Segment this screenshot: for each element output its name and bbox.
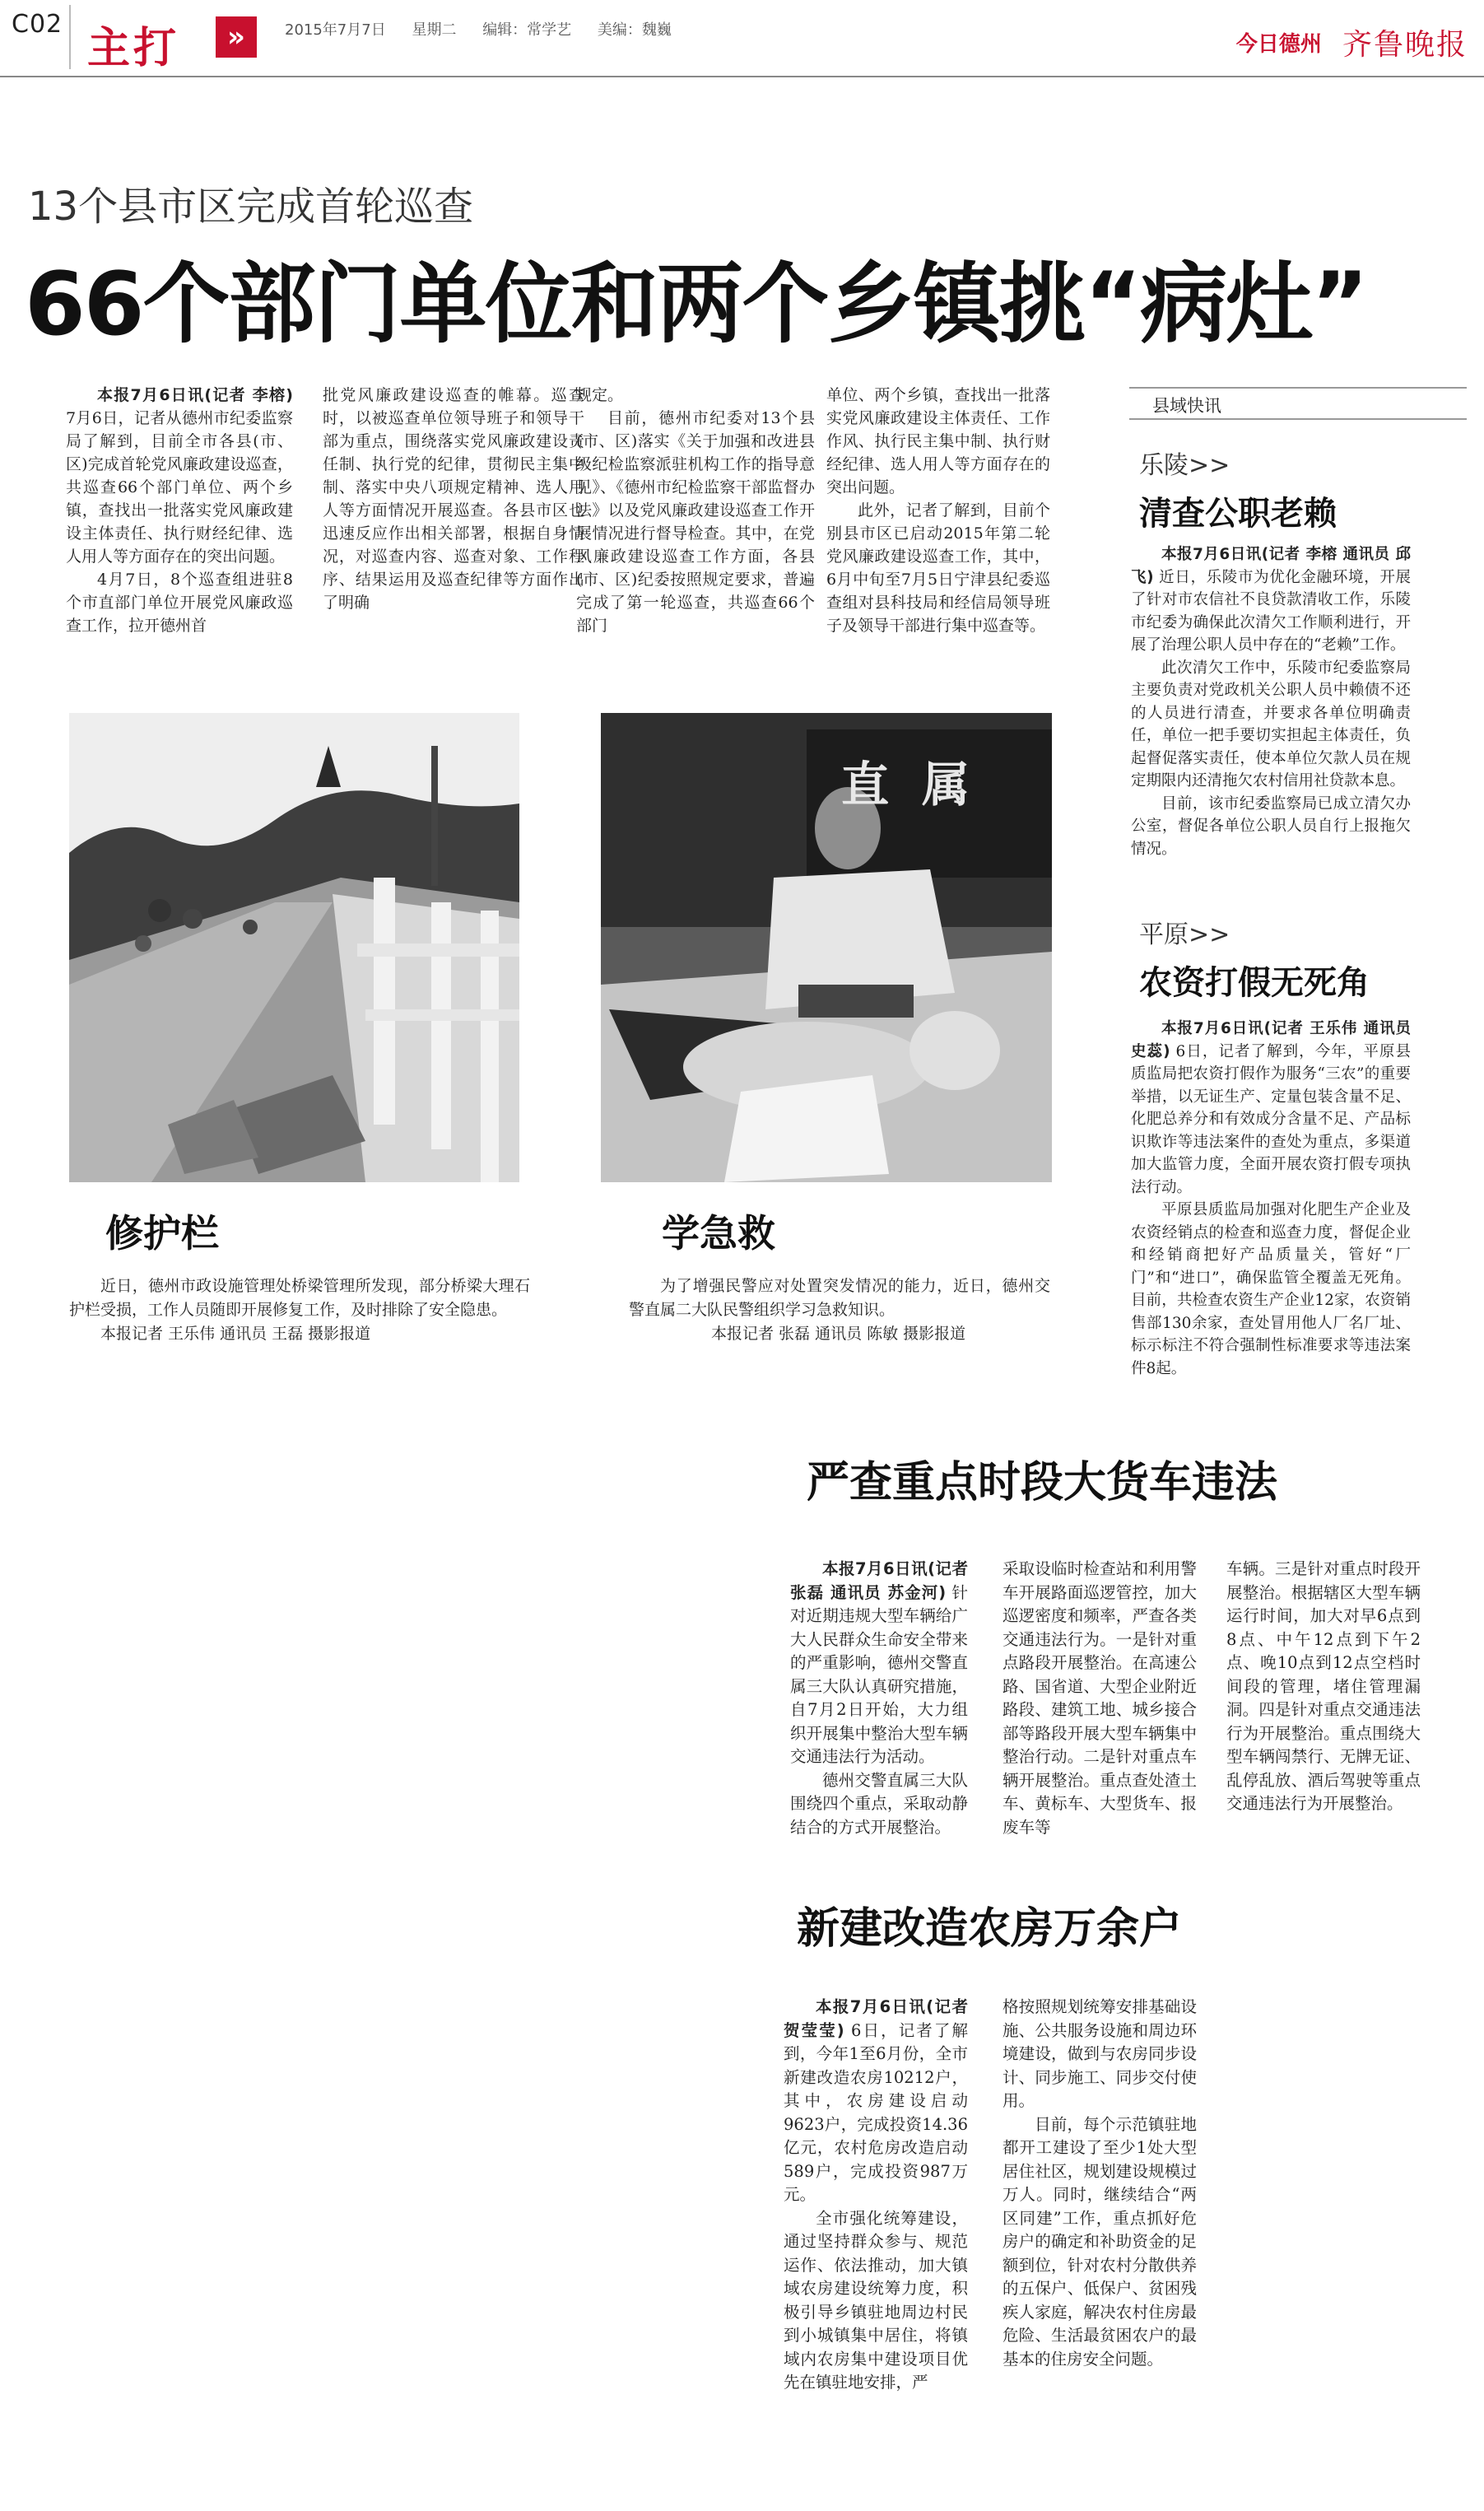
sidebar-item2-title: 农资打假无死角 [1139, 964, 1370, 1002]
page-code: C02 [12, 10, 63, 39]
photo-right-caption [629, 1274, 1050, 1346]
housing-col2-text: 格按照规划统筹安排基础设施、公共服务设施和周边环境建设，做到与农房同步设计、同步施工、同步交付使用。 [1003, 1997, 1197, 2110]
lead-column-1 [66, 384, 293, 637]
issue-editor: 编辑：常学艺 [482, 21, 572, 39]
truck-column-2 [1003, 1558, 1197, 1839]
issue-weekday: 星期二 [412, 21, 457, 39]
lead-col3-p1: 规定。 [576, 386, 624, 404]
truck-column-3 [1226, 1558, 1421, 1816]
sidebar-item2-byline: 本报7月6日讯(记者 王乐伟 通讯员 史蕊) [1131, 1020, 1411, 1060]
sidebar-item2-text: 6日，记者了解到，今年，平原县质监局把农资打假作为服务“三农”的重要举措，以无证生产、定量包装含量不足、化肥总养分和有效成分含量不足、产品标识欺诈等违法案件的查处为重点，多渠道加大监管力度，全面开展农资打假专项执法行动。 [1131, 1042, 1411, 1196]
lead-headline: 66个部门单位和两个乡镇挑“病灶” [25, 254, 1367, 355]
sidebar-item2-p2: 平原县质监局加强对化肥生产企业及农资经销点的检查和巡查力度，督促企业和经销商把好产品质量关，管好“厂门”和“进口”，确保监管全覆盖无死角。目前，共检查农资生产企业12家，农资销售部130余家，查处冒用他人厂名厂址、标示标注不符合强制性标准要求等违法案件8起。 [1131, 1201, 1411, 1377]
bridge-photo-illustration [69, 713, 519, 1182]
lead-column-3 [576, 384, 815, 637]
header-divider [69, 5, 71, 69]
issue-date: 2015年7月7日 [285, 21, 386, 39]
sidebar-item1-place: 乐陵>> [1139, 451, 1230, 480]
issue-meta [285, 18, 693, 40]
photo-right-title: 学急救 [662, 1211, 775, 1256]
truck-column-1 [790, 1558, 968, 1839]
sidebar-item1-p2: 此次清欠工作中，乐陵市纪委监察局主要负责对党政机关公职人员中赖债不还的人员进行清查，并要求各单位明确责任，单位一把手要切实担起主体责任，负起督促落实责任，使本单位欠款人员在规定期限内还清拖欠农村信用社贷款本息。 [1131, 659, 1411, 790]
housing-col1-p2: 全市强化统筹建设，通过坚持群众参与、规范运作、依法推动，加大镇域农房建设统筹力度，积极引导乡镇驻地周边村民到小城镇集中居住，将镇域内农房集中建设项目优先在镇驻地安排，严 [784, 2208, 968, 2392]
housing-article-title: 新建改造农房万余户 [797, 1904, 1183, 1954]
lead-col4-p1: 单位、两个乡镇，查找出一批落实党风廉政建设主体责任、工作作风、执行民主集中制、执行财经纪律、选人用人等方面存在的突出问题。 [826, 386, 1050, 496]
truck-col2-text: 采取设临时检查站和利用警车开展路面巡逻管控，加大巡逻密度和频率，严查各类交通违法行为。一是针对重点路段开展整治。在高速公路、国省道、大型企业附近路段、建筑工地、城乡接合部等路段开展大型车辆集中整治行动。二是针对重点车辆开展整治。重点查处渣土车、黄标车、大型货车、报废车等 [1003, 1559, 1197, 1837]
truck-col3-text: 车辆。三是针对重点时段开展整治。根据辖区大型车辆运行时间，加大对早6点到8点、中午12点到下午2点、晚10点到12点空档时间段的管理，堵住管理漏洞。四是针对重点交通违法行为开展整治。重点围绕大型车辆闯禁行、无牌无证、乱停乱放、酒后驾驶等重点交通违法行为开展整治。 [1226, 1559, 1421, 1813]
issue-designer: 美编：魏巍 [597, 21, 672, 39]
photo-sign-text: 直属 [840, 757, 1003, 813]
photo-left-title: 修护栏 [105, 1211, 219, 1256]
truck-byline: 本报7月6日讯(记者 张磊 通讯员 苏金河) [790, 1559, 968, 1602]
photo-left-caption [69, 1274, 530, 1346]
sidebar-item2-body [1131, 1018, 1411, 1380]
lead-col2-text: 批党风廉政建设巡查的帷幕。巡查时，以被巡查单位领导班子和领导干部为重点，围绕落实党风廉政建设责任制、执行党的纪律，贯彻民主集中制、落实中央八项规定精神、选人用人等方面情况开展巡查。各县市区也迅速反应作出相关部署，根据自身情况，对巡查内容、巡查对象、工作程序、结果运用及巡查纪律等方面作出了明确 [323, 386, 584, 612]
truck-article-title: 严查重点时段大货车违法 [807, 1458, 1278, 1507]
paper-logo: 齐鲁晚报 [1342, 28, 1468, 62]
sidebar-item2-place: 平原>> [1139, 920, 1230, 949]
column-name: 今日德州 [1235, 32, 1322, 57]
sidebar-item1-text: 近日，乐陵市为优化金融环境，开展了针对市农信社不良贷款清收工作，乐陵市纪委为确保此次清欠工作顺利进行，开展了治理公职人员中存在的“老赖”工作。 [1131, 568, 1411, 654]
sidebar-item1-body [1131, 543, 1411, 860]
photo-bridge-railing [69, 713, 519, 1182]
truck-col1-text: 针对近期违规大型车辆给广大人民群众生命安全带来的严重影响，德州交警直属三大队认真研究措施，自7月2日开始，大力组织开展集中整治大型车辆交通违法行为活动。 [790, 1582, 968, 1766]
lead-col4-p2: 此外，记者了解到，目前个别县市区已启动2015年第二轮党风廉政建设巡查工作，其中，6月中旬至7月5日宁津县纪委巡查组对县科技局和经信局领导班子及领导干部进行集中巡查等。 [826, 501, 1050, 635]
section-title: 主打 [87, 24, 180, 73]
photo-right-credit: 本报记者 张磊 通讯员 陈敏 摄影报道 [711, 1325, 966, 1343]
sidebar-item1-title: 清查公职老赖 [1139, 495, 1337, 533]
truck-col1-p2: 德州交警直属三大队围绕四个重点，采取动静结合的方式开展整治。 [790, 1770, 968, 1837]
lead-col1-p2: 4月7日，8个巡查组进驻8个市直部门单位开展党风廉政巡查工作，拉开德州首 [66, 571, 293, 635]
masthead-brand [1236, 21, 1468, 63]
photo-first-aid [601, 713, 1052, 1182]
lead-column-4 [826, 384, 1050, 637]
lead-column-2 [323, 384, 584, 614]
sidebar-label: 县域快讯 [1152, 396, 1221, 416]
photo-left-credit: 本报记者 王乐伟 通讯员 王磊 摄影报道 [100, 1325, 371, 1343]
housing-col2-p2: 目前，每个示范镇驻地都开工建设了至少1处大型居住社区，规划建设规模过万人。同时，继续结合“两区同建”工作，重点抓好危房户的确定和补助资金的足额到位，针对农村分散供养的五保户、低保户、贫困残疾人家庭，解决农村住房最危险、生活最贫困农户的最基本的住房安全问题。 [1003, 2114, 1197, 2369]
lead-col1-text: 7月6日，记者从德州市纪委监察局了解到，目前全市各县(市、区)完成首轮党风廉政建设巡查，共巡查66个部门单位、两个乡镇，查找出一批落实党风廉政建设主体责任、执行财经纪律、选人用人等方面存在的突出问题。 [66, 409, 293, 566]
lead-col3-p2: 目前，德州市纪委对13个县(市、区)落实《关于加强和改进县级纪检监察派驻机构工作的指导意见》、《德州市纪检监察干部监督办法》以及党风廉政建设巡查工作开展情况进行督导检查。其中，在党风廉政建设巡查工作方面，各县(市、区)纪委按照规定要求，普遍完成了第一轮巡查，共巡查66个部门 [576, 409, 815, 635]
lead-byline: 本报7月6日讯(记者 李榕) [97, 386, 293, 404]
chevron-right-icon: » [216, 16, 257, 58]
housing-byline: 本报7月6日讯(记者 贺莹莹) [784, 1997, 968, 2040]
housing-column-1 [784, 1996, 968, 2395]
sidebar-item1-byline: 本报7月6日讯(记者 李榕 通讯员 邱飞) [1131, 546, 1411, 586]
housing-column-2 [1003, 1996, 1197, 2371]
photo-right-text: 为了增强民警应对处置突发情况的能力，近日，德州交警直属二大队民警组织学习急救知识。 [629, 1277, 1050, 1319]
photo-left-text: 近日，德州市政设施管理处桥梁管理所发现，部分桥梁大理石护栏受损，工作人员随即开展修复工作，及时排除了安全隐患。 [69, 1277, 530, 1319]
housing-col1-text: 6日，记者了解到，今年1至6月份，全市新建改造农房10212户，其中，农房建设启动9623户，完成投资14.36亿元，农村危房改造启动589户，完成投资987万元。 [784, 2020, 968, 2204]
sidebar-item1-p3: 目前，该市纪委监察局已成立清欠办公室，督促各单位公职人员自行上报拖欠情况。 [1131, 794, 1411, 858]
header-rule [0, 76, 1484, 77]
lead-subtitle: 13个县市区完成首轮巡查 [28, 184, 474, 230]
